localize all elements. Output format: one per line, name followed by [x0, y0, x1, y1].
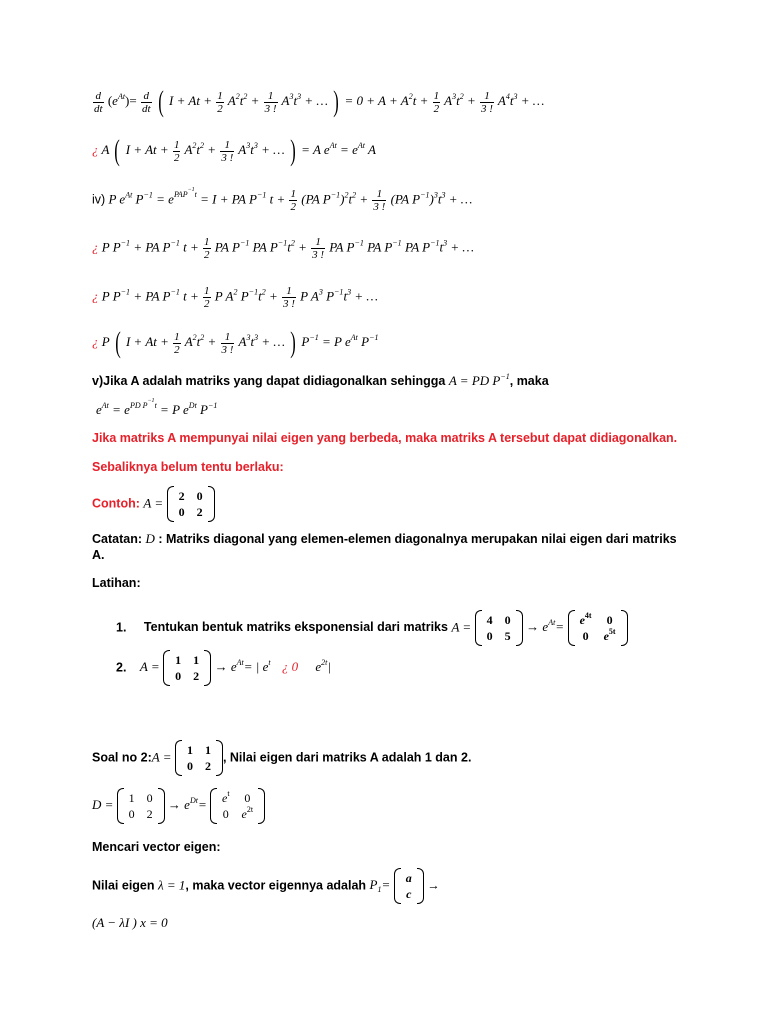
matrix-cell: $e^{2t}$ — [241, 805, 254, 821]
soal-2-line: Soal no 2:A = 1 1 0 2 , Nilai eigen dari matriks A adalah 1 dan 2. — [92, 743, 472, 773]
exercise-1: 1. Tentukan bentuk matriks eksponensial dari matriks A = 4 0 0 5 → $e^{At}=$ $e^{4t}$ 0 0 $e^{5t}$ — [116, 612, 628, 644]
catatan-line: Catatan: D : Matriks diagonal yang elemen-elemen diagonalnya merupakan nilai eigen dari matriks — [92, 531, 677, 546]
equation-simplified-p: ¿ P $P^{-1}$ + PA $P^{-1}$ t + $\frac{1}{2}$ P $A^2$ $P^{-1}t^2$ + $\frac{1}{3 !}$ P $A^3$ $P^{-1}t^3$ + … — [92, 285, 378, 310]
matrix-cell: $e^t$ — [221, 789, 230, 805]
equation-a-series: ¿ A ( I + At + $\frac{1}{2}$ $A^2t^2$ + $\frac{1}{3 !}$ $A^3t^3$ + … ) = A $e^{At} = e^{At}$ A — [92, 134, 376, 167]
catatan-line-2: A. — [92, 548, 105, 562]
equation-d-matrix: D = 1 0 0 2 → $e^{Dt}=$ $e^t$ 0 0 $e^{2t}$ — [92, 790, 265, 822]
matrix-cell: 1 — [186, 743, 193, 757]
fraction-d-dt-2: $\frac{d}{dt}$ — [141, 89, 151, 115]
matrix-cell: 0 — [582, 629, 589, 643]
matrix-soal-a — [175, 742, 223, 774]
matrix-cell: 0 — [128, 807, 135, 821]
equation-expanded-p: ¿ P $P^{-1}$ + PA $P^{-1}$ t + $\frac{1}{2}$ PA $P^{-1}$ PA $P^{-1}t^2$ + $\frac{1}{3 !}$ PA $P^{-1}$ PA $P^{-1}$ PA $P^{-1}t^3$ + … — [92, 236, 474, 261]
exercise-2: 2. A = 1 1 0 2 → $e^{At}=$ | $e^t$ ¿ 0 $e^{2t}|$ — [116, 653, 331, 683]
section-v-intro: v)Jika A adalah matriks yang dapat didiagonalkan sehingga A = PD $P^{-1}$, maka — [92, 372, 549, 388]
matrix-cell: $e^{5t}$ — [603, 627, 616, 643]
matrix-cell: 0 — [175, 669, 182, 683]
matrix-cell: 1 — [175, 653, 182, 667]
latihan-heading: Latihan: — [92, 576, 141, 590]
matrix-cell: 0 — [606, 613, 613, 627]
matrix-cell: 1 — [128, 791, 135, 805]
matrix-cell: 1 — [193, 653, 200, 667]
example-line: Contoh: A = 2 0 0 2 — [92, 488, 215, 520]
matrix-cell: 0 — [222, 807, 229, 821]
matrix-cell: 0 — [244, 791, 251, 805]
matrix-item2-a — [163, 652, 211, 684]
matrix-cell: a — [405, 871, 412, 885]
matrix-cell: 0 — [186, 759, 193, 773]
mencari-heading: Mencari vector eigen: — [92, 840, 221, 854]
note-converse: Sebaliknya belum tentu berlaku: — [92, 460, 284, 474]
equation-v-exponential: $e^{At} = e^{PD P^{-1}t} = P$ $e^{Dt}$ $P^{-1}$ — [96, 398, 218, 417]
matrix-cell: 2 — [204, 759, 211, 773]
equation-eigen-system: (A − λI ) x = 0 — [92, 915, 168, 930]
matrix-cell: 2 — [196, 505, 203, 519]
matrix-cell: 2 — [146, 807, 153, 821]
matrix-item1-a — [475, 612, 523, 644]
matrix-cell: 2 — [193, 669, 200, 683]
matrix-cell: 0 — [178, 505, 185, 519]
matrix-item1-exp — [568, 612, 628, 644]
nilai-eigen-line: Nilai eigen λ = 1, maka vector eigennya adalah $P_1=$ a c → — [92, 871, 440, 901]
vector-p1 — [394, 870, 424, 902]
fraction-d-dt: $\frac{d}{dt}$ — [94, 89, 103, 115]
matrix-cell: 0 — [146, 791, 153, 805]
equation-iv: iv) P $e^{At}$ $P^{-1} = e^{PAP^{-1}t} = I$ + PA $P^{-1}$ t + $\frac{1}{2}$ (PA $P^{-1})^2t^2$ + $\frac{1}{3 !}$ (PA $P^{-1})^3t^3$ + … — [92, 187, 473, 213]
matrix-cell: 1 — [204, 743, 211, 757]
note-distinct-eigenvalues: Jika matriks A mempunyai nilai eigen yang berbeda, maka matriks A tersebut dapat didiagonalkan. — [92, 431, 678, 445]
equation-p-factored: ¿ P ( I + At + $\frac{1}{2}$ $A^2t^2$ + $\frac{1}{3 !}$ $A^3t^3$ + … ) $P^{-1} = P$ $e^{At}$ $P^{-1}$ — [92, 326, 379, 359]
matrix-exp-d — [210, 790, 265, 822]
matrix-cell: $e^{4t}$ — [579, 611, 592, 627]
matrix-d — [117, 790, 165, 822]
matrix-cell: 0 — [504, 613, 511, 627]
matrix-cell: 4 — [486, 613, 493, 627]
matrix-cell: c — [406, 887, 412, 901]
matrix-cell: 2 — [178, 489, 185, 503]
matrix-contoh — [167, 488, 215, 520]
matrix-cell: 0 — [196, 489, 203, 503]
matrix-cell: 0 — [486, 629, 493, 643]
matrix-cell: 5 — [504, 629, 511, 643]
equation-derivative-series: $\frac{d}{dt}$ $(e^{At})=$ $\frac{d}{dt}$ ( I + At + $\frac{1}{2}$ $A^2t^2$ + $\frac{1}{3 !}$ $A^3t^3$ + … ) = $0 + A + A^2t$ + $\frac{1}{2}$ $A^3t^2$ + $\frac{1}{3 !}$ $A^4t^3$ + … — [94, 85, 545, 118]
